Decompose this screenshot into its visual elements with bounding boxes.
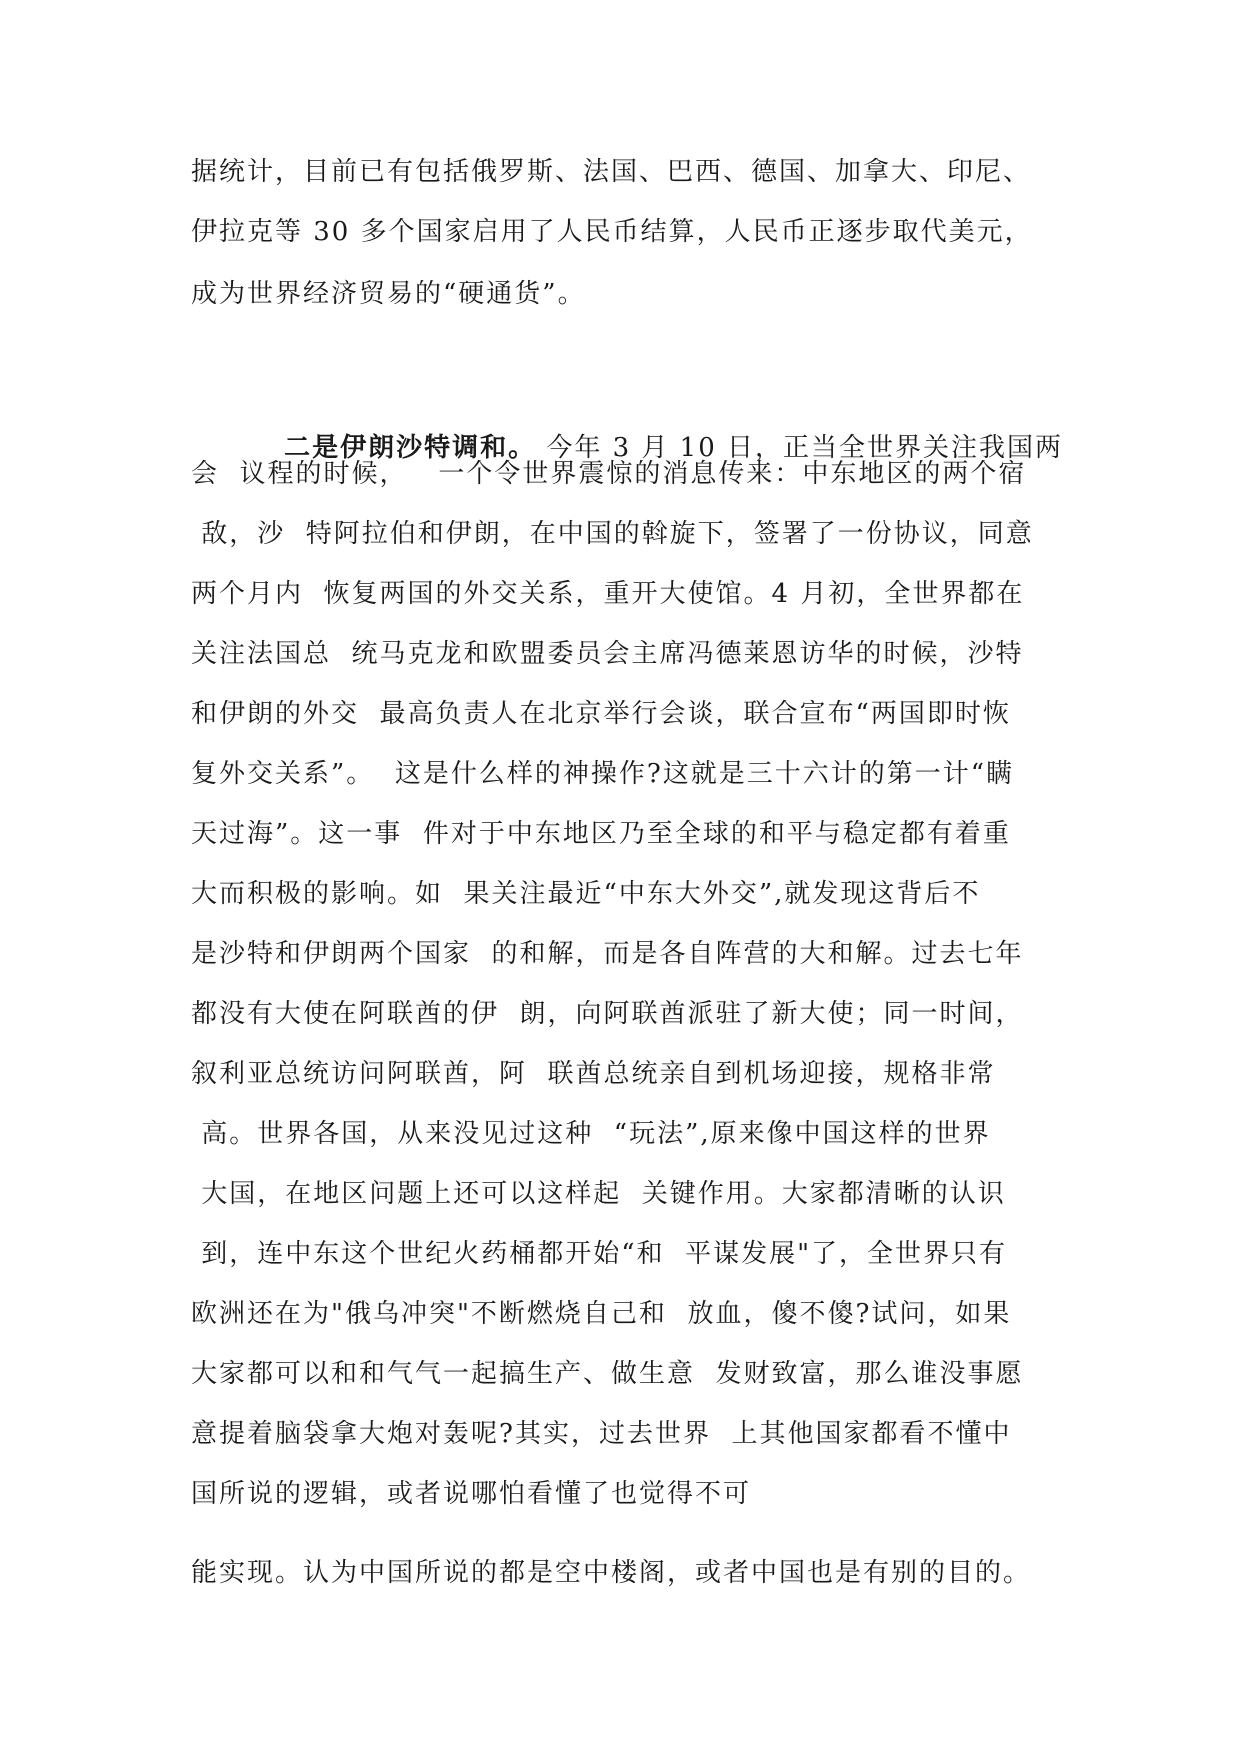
paragraph-2-line: 大家都可以和和气气一起搞生产、做生意 发财致富，那么谁没事愿: [191, 1359, 1024, 1389]
paragraph-2-line: 大而积极的影响。如 果关注最近“中东大外交”,就发现这背后不: [191, 879, 981, 909]
paragraph-2-line: 欧洲还在为"俄乌冲突"不断燃烧自己和 放血，傻不傻?试问，如果: [191, 1299, 1012, 1329]
paragraph-2-line: 都没有大使在阿联酋的伊 朗，向阿联酋派驻了新大使；同一时间，: [191, 999, 1024, 1029]
paragraph-2-line: 和伊朗的外交 最高负责人在北京举行会谈，联合宣布“两国即时恢: [191, 699, 1011, 729]
paragraph-2-line: 关注法国总 统马克龙和欧盟委员会主席冯德莱恩访华的时候，沙特: [191, 639, 1024, 669]
paragraph-2-line-1-text: 今年 3 月 10 日，正当全世界关注我国两: [536, 433, 1064, 463]
paragraph-1-line-2: 伊拉克等 30 多个国家启用了人民币结算，人民币正逐步取代美元，: [191, 217, 1033, 247]
section-heading: 二是伊朗沙特调和。: [284, 433, 537, 463]
paragraph-2-line: 敌，沙 特阿拉伯和伊朗，在中国的斡旋下，签署了一份协议，同意: [191, 519, 1034, 549]
paragraph-2-line: 大国，在地区问题上还可以这样起 关键作用。大家都清晰的认识: [191, 1179, 1006, 1209]
paragraph-2-line: 国所说的逻辑，或者说哪怕看懂了也觉得不可: [191, 1479, 752, 1509]
paragraph-2-line: 复外交关系”。 这是什么样的神操作?这就是三十六计的第一计“瞒: [191, 759, 1015, 789]
paragraph-2-line: 意提着脑袋拿大炮对轰呢?其实，过去世界 上其他国家都看不懂中: [191, 1419, 1012, 1449]
paragraph-1-line-3: 成为世界经济贸易的“硬通货”。: [191, 279, 586, 309]
paragraph-2-line: 会 议程的时候， 一个令世界震惊的消息传来：中东地区的两个宿: [191, 459, 1027, 489]
paragraph-1-line-1: 据统计，目前已有包括俄罗斯、法国、巴西、德国、加拿大、印尼、: [191, 157, 1032, 187]
paragraph-2-line: 高。世界各国，从来没见过这种 “玩法”,原来像中国这样的世界: [191, 1119, 991, 1149]
paragraph-2-line: 到，连中东这个世纪火药桶都开始“和 平谋发展"了，全世界只有: [191, 1239, 1008, 1269]
paragraph-2-line: 是沙特和伊朗两个国家 的和解，而是各自阵营的大和解。过去七年: [191, 939, 1024, 969]
paragraph-2-line: 叙利亚总统访问阿联酋，阿 联酋总统亲自到机场迎接，规格非常: [191, 1059, 996, 1089]
paragraph-2-line: 两个月内 恢复两国的外交关系，重开大使馆。4 月初，全世界都在: [191, 579, 1025, 609]
paragraph-2-line: 天过海”。这一事 件对于中东地区乃至全球的和平与稳定都有着重: [191, 819, 1011, 849]
paragraph-3-line-1: 能实现。认为中国所说的都是空中楼阁，或者中国也是有别的目的。: [191, 1558, 1032, 1588]
